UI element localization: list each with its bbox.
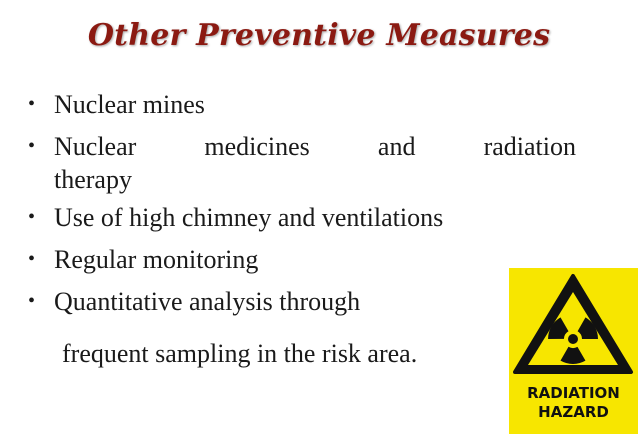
sign-line-2: HAZARD bbox=[538, 403, 609, 421]
slide-title: Other Preventive Measures bbox=[87, 18, 551, 53]
bullet-dot: • bbox=[28, 93, 36, 115]
bullet-dot: • bbox=[28, 290, 36, 312]
bullet-text: Use of high chimney and ventilations bbox=[54, 203, 444, 232]
bullet-continuation: frequent sampling in the risk area. bbox=[62, 339, 418, 368]
bullet-item bbox=[24, 285, 576, 318]
bullet-text: Quantitative analysis through bbox=[54, 287, 361, 316]
radiation-hazard-sign bbox=[509, 268, 638, 434]
bullet-word: Nuclear bbox=[54, 132, 137, 161]
sign-line-1: RADIATION bbox=[527, 384, 620, 402]
bullet-item bbox=[24, 243, 576, 276]
bullet-word: and bbox=[377, 132, 416, 161]
bullet-dot: • bbox=[28, 135, 36, 157]
bullet-justified-line bbox=[54, 130, 576, 163]
bullet-second-line: therapy bbox=[54, 165, 132, 194]
bullet-text: Regular monitoring bbox=[54, 245, 259, 274]
bullet-item bbox=[24, 88, 576, 121]
bullet-item bbox=[24, 130, 576, 196]
bullet-word: radiation bbox=[483, 132, 576, 161]
bullet-dot: • bbox=[28, 206, 36, 228]
bullet-dot: • bbox=[28, 248, 36, 270]
bullet-list bbox=[24, 88, 576, 327]
bullet-word: medicines bbox=[204, 132, 310, 161]
bullet-text: Nuclear mines bbox=[54, 90, 205, 119]
bullet-item bbox=[24, 201, 576, 234]
